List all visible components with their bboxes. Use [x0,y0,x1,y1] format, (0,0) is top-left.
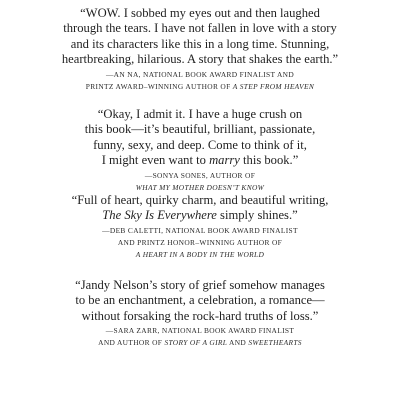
book-title: WHAT MY MOTHER DOESN’T KNOW [135,182,265,192]
quote-line: through the tears. I have not fallen in love with a story [63,21,337,36]
emphasis-text: marry [209,153,240,168]
book-title: A HEART IN A BODY IN THE WORLD [135,250,265,260]
quote-line [0,153,400,168]
blurb-sara-zarr [0,278,400,350]
attribution-line: AND PRINTZ HONOR–WINNING AUTHOR OF [117,238,283,248]
blurb-deb-caletti [0,193,400,261]
quote-text: simply shines.” [216,208,298,223]
book-title: The Sky Is Everywhere [102,208,217,223]
quote-line: “WOW. I sobbed my eyes out and then laughed [80,6,320,20]
quote-line: “Jandy Nelson’s story of grief somehow manages [75,278,325,292]
blurb-attribution [0,170,400,194]
quote-line: “Okay, I admit it. I have a huge crush on [97,107,303,121]
quote-line: to be an enchantment, a celebration, a romance— [75,293,325,308]
book-title: A STEP FROM HEAVEN [232,81,315,91]
blurb-an-na [0,6,400,93]
book-title: STORY OF A GIRL [164,338,228,348]
blurb-attribution [0,69,400,93]
attribution-text: PRINTZ AWARD–WINNING AUTHOR OF [85,81,233,91]
attribution-line: —SONYA SONES, AUTHOR OF [144,170,256,180]
attribution-line: —SARA ZARR, NATIONAL BOOK AWARD FINALIST [105,326,295,336]
quote-line: this book—it’s beautiful, brilliant, passionate, [84,122,316,137]
quote-text: this book.” [239,153,299,168]
quote-text: I might even want to [101,153,210,168]
blurb-quote [0,107,400,169]
blurb-attribution [0,325,400,349]
blurb-quote [0,6,400,68]
quote-line [0,208,400,223]
attribution-text: AND AUTHOR OF [98,338,165,348]
quote-line: “Full of heart, quirky charm, and beautiful writing, [71,193,329,207]
blurb-quote [0,193,400,224]
blurb-quote [0,278,400,324]
blurb-attribution [0,225,400,262]
blurb-sonya-sones [0,107,400,194]
attribution-text: AND [227,338,249,348]
attribution-line [0,81,400,93]
attribution-line [0,337,400,349]
quote-line: without forsaking the rock-hard truths of loss.” [81,308,319,323]
attribution-line: —AN NA, NATIONAL BOOK AWARD FINALIST AND [105,69,295,79]
attribution-line: —DEB CALETTI, NATIONAL BOOK AWARD FINALIST [102,225,298,235]
quote-line: funny, sexy, and deep. Come to think of it, [93,137,307,152]
quote-line: and its characters like this in a long time. Stunning, [70,36,330,51]
quote-line: heartbreaking, hilarious. A story that shakes the earth.” [61,52,339,67]
book-title: SWEETHEARTS [248,338,302,348]
